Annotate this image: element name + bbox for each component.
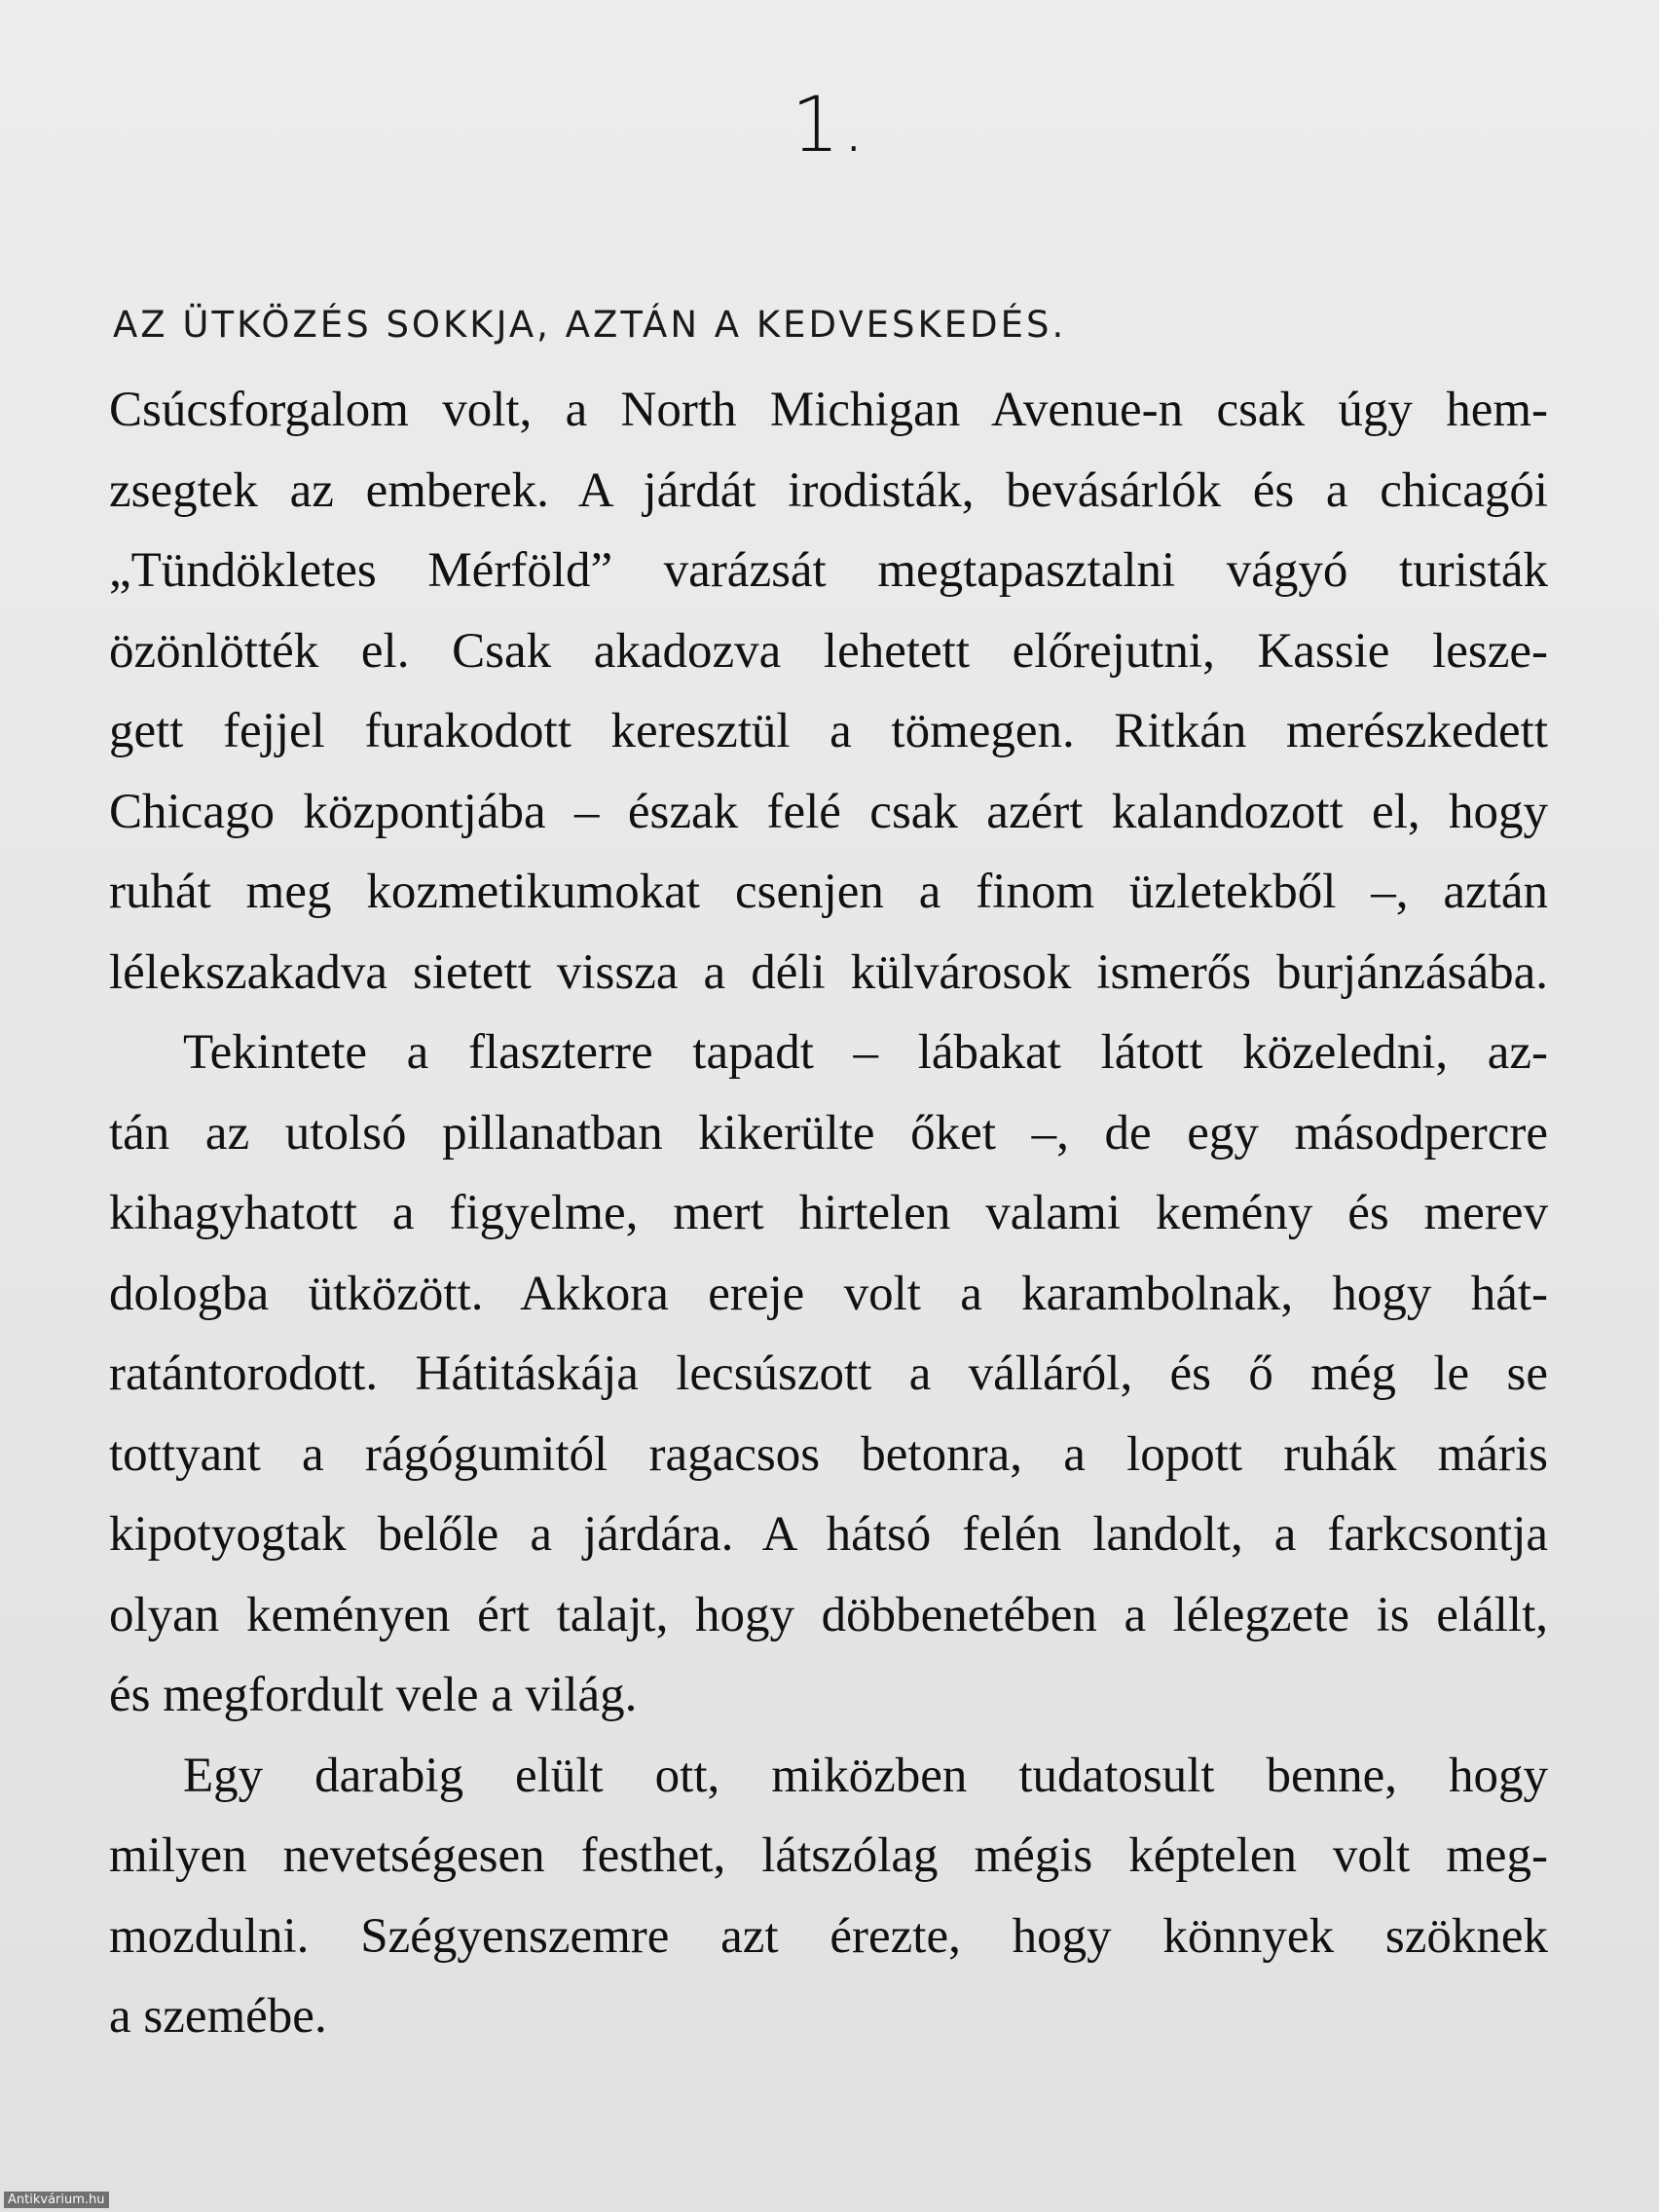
text-line: tán az utolsó pillanatban kikerülte őket –, de egy másodpercre bbox=[109, 1105, 1548, 1161]
text-line: mozdulni. Szégyenszemre azt érezte, hogy könnyek szöknek bbox=[109, 1908, 1548, 1964]
chapter-body bbox=[109, 370, 1548, 2057]
paragraph bbox=[109, 370, 1548, 1013]
text-line: milyen nevetségesen festhet, látszólag mégis képtelen volt meg- bbox=[109, 1828, 1548, 1883]
text-line: dologba ütközött. Akkora ereje volt a karambolnak, hogy hát- bbox=[109, 1266, 1548, 1321]
text-line: és megfordult vele a világ. bbox=[109, 1668, 638, 1722]
text-line: lélekszakadva sietett vissza a déli külvárosok ismerős burjánzásába. bbox=[109, 944, 1548, 1000]
text-line: ruhát meg kozmetikumokat csenjen a finom üzletekből –, aztán bbox=[109, 865, 1548, 919]
watermark: Antikvárium.hu bbox=[4, 2192, 109, 2208]
paragraph bbox=[109, 1013, 1548, 1736]
text-line: ratántorodott. Hátitáskája lecsúszott a válláról, és ő még le se bbox=[109, 1346, 1548, 1401]
text-line: a szemébe. bbox=[109, 1989, 327, 2044]
text-line: kipotyogtak belőle a járdára. A hátsó felén landolt, a farkcsontja bbox=[109, 1507, 1548, 1562]
paragraph bbox=[109, 1736, 1548, 2057]
text-line: Egy darabig elült ott, miközben tudatosult benne, hogy bbox=[183, 1748, 1548, 1803]
text-line: zsegtek az emberek. A járdát irodisták, bevásárlók és a chicagói bbox=[109, 462, 1548, 518]
text-line: Csúcsforgalom volt, a North Michigan Avenue-n csak úgy hem- bbox=[109, 383, 1548, 437]
text-line: kihagyhatott a figyelme, mert hirtelen valami kemény és merev bbox=[109, 1186, 1548, 1240]
text-line: gett fejjel furakodott keresztül a tömegen. Ritkán merészkedett bbox=[109, 704, 1548, 758]
chapter-number: 1. bbox=[791, 82, 868, 169]
text-line: özönlötték el. Csak akadozva lehetett előrejutni, Kassie lesze- bbox=[109, 623, 1548, 679]
chapter-subtitle: AZ ÜTKÖZÉS SOKKJA, AZTÁN A KEDVESKEDÉS. bbox=[113, 304, 1067, 346]
text-line: Tekintete a flaszterre tapadt – lábakat látott közeledni, az- bbox=[183, 1025, 1548, 1080]
text-line: olyan keményen ért talajt, hogy döbbenetében a lélegzete is elállt, bbox=[109, 1587, 1548, 1642]
text-line: „Tündökletes Mérföld” varázsát megtapasztalni vágyó turisták bbox=[109, 543, 1548, 598]
text-line: Chicago központjába – észak felé csak azért kalandozott el, hogy bbox=[109, 784, 1548, 839]
text-line: tottyant a rágógumitól ragacsos betonra, a lopott ruhák máris bbox=[109, 1426, 1548, 1482]
